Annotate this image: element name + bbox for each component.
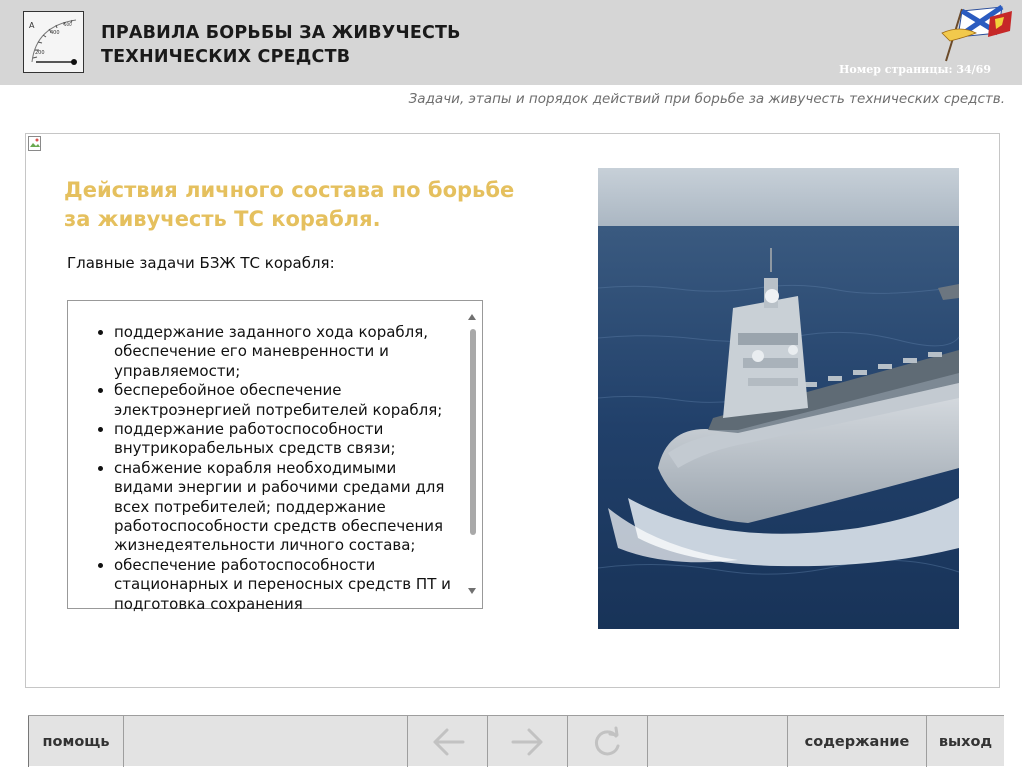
scroll-down-icon[interactable] <box>468 588 476 594</box>
page-number: Номер страницы: 34/69 <box>838 63 991 76</box>
app-title-line1: ПРАВИЛА БОРЬБЫ ЗА ЖИВУЧЕСТЬ <box>101 23 461 43</box>
forward-button[interactable] <box>487 716 567 767</box>
tasks-list-viewport <box>68 323 464 613</box>
section-heading: Действия личного состава по борьбе за живучесть ТС корабля. <box>64 178 515 231</box>
svg-text:400: 400 <box>50 30 60 36</box>
list-item: • снабжение корабля необходимыми видами энергии и рабочими средами для всех потребителей; поддержание работоспособности средств обеспечения жизнедеятельности личного состава; <box>114 459 460 556</box>
arrow-right-icon <box>507 724 549 760</box>
list-item: • бесперебойное обеспечение электроэнергией потребителей корабля; <box>114 381 460 420</box>
naval-flag-emblem-icon <box>940 3 1014 63</box>
broken-image-icon <box>28 136 44 152</box>
aircraft-carrier-photo <box>598 168 959 629</box>
list-item: • поддержание заданного хода корабля, обеспечение его маневренности и управляемости; <box>114 323 460 381</box>
ammeter-gauge-icon <box>23 11 84 73</box>
tasks-list <box>68 323 464 614</box>
reload-button[interactable] <box>567 716 647 767</box>
tasks-list-box[interactable] <box>67 300 483 613</box>
bottom-nav <box>28 715 1004 766</box>
tasks-scrollbar[interactable] <box>464 301 482 608</box>
back-button[interactable] <box>407 716 487 767</box>
svg-text:A: A <box>29 21 35 30</box>
help-button[interactable] <box>28 716 123 767</box>
content-frame <box>25 133 1000 688</box>
page-subtitle: Задачи, этапы и порядок действий при борьбе за живучесть технических средств. <box>408 91 1005 107</box>
arrow-left-icon <box>427 724 469 760</box>
exit-button[interactable] <box>926 716 1004 767</box>
svg-text:500: 500 <box>64 22 72 27</box>
help-button-label: помощь <box>42 733 110 750</box>
scroll-thumb[interactable] <box>470 329 476 535</box>
tasks-lead: Главные задачи БЗЖ ТС корабля: <box>67 254 335 272</box>
nav-spacer-right <box>647 716 787 767</box>
reload-icon <box>587 724 629 760</box>
list-item: • обеспечение работоспособности стационарных и переносных средств ПТ и подготовка сохранения <box>114 556 460 614</box>
list-item: • поддержание работоспособности внутрикорабельных средств связи; <box>114 420 460 459</box>
header <box>0 0 1022 85</box>
scroll-up-icon[interactable] <box>468 314 476 320</box>
nav-spacer-left <box>123 716 407 767</box>
contents-button[interactable] <box>787 716 926 767</box>
svg-text:200: 200 <box>35 50 45 56</box>
app-title-line2: ТЕХНИЧЕСКИХ СРЕДСТВ <box>101 47 351 67</box>
app-title <box>101 21 461 69</box>
contents-button-label: содержание <box>804 733 910 750</box>
exit-button-label: выход <box>938 733 993 750</box>
